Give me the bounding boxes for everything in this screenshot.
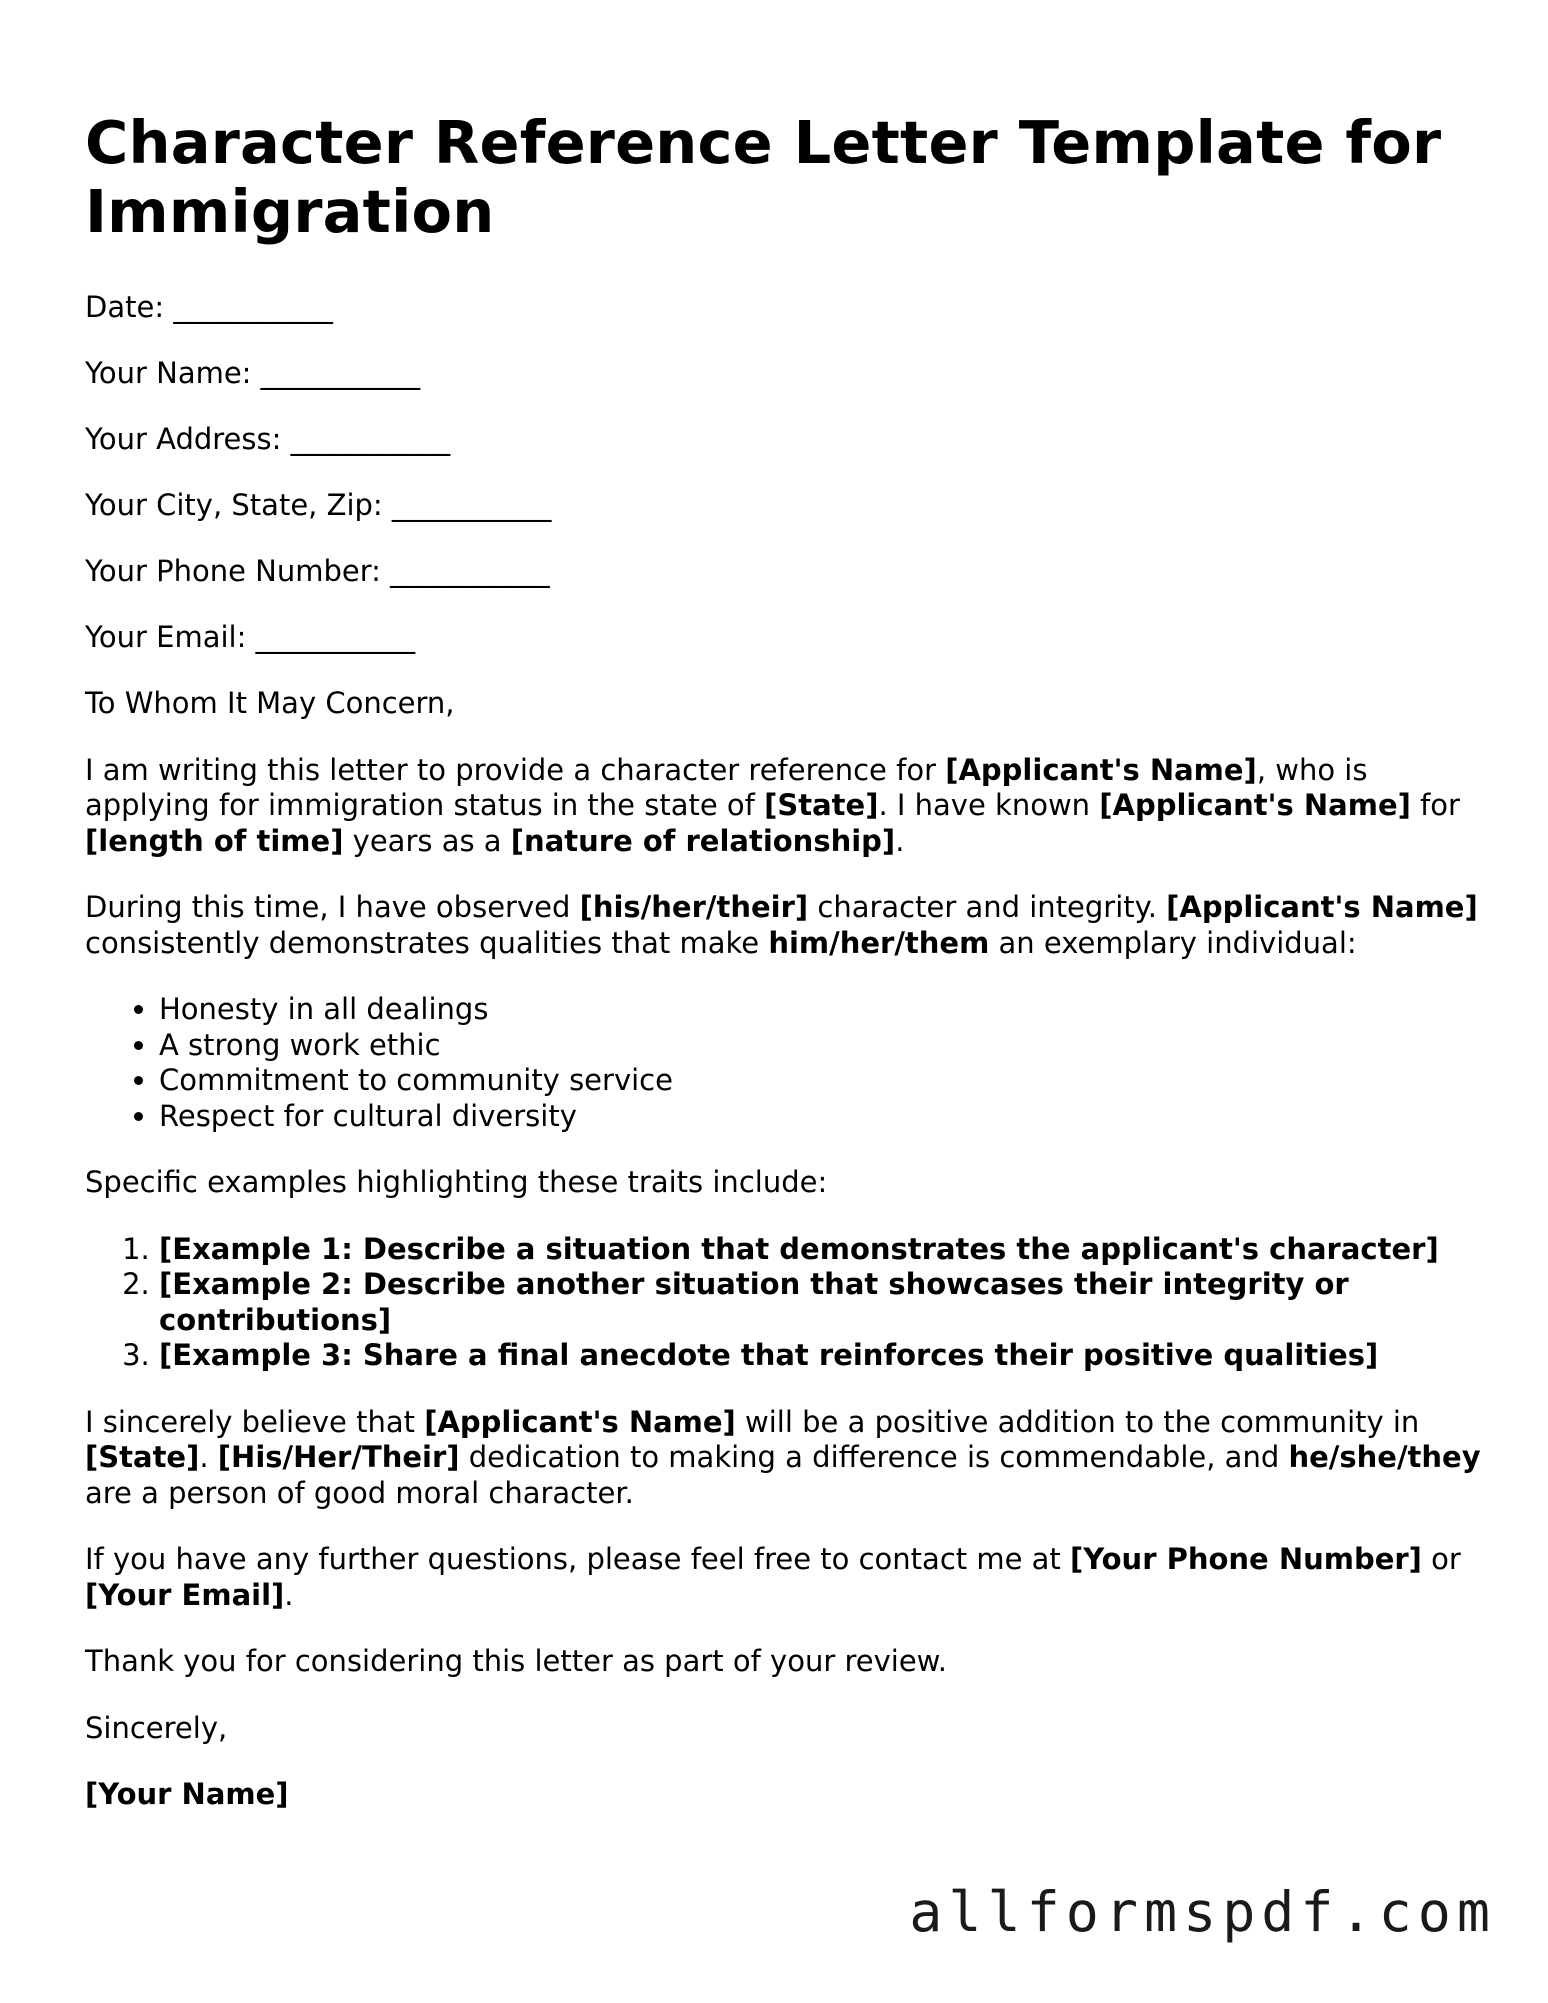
text-run: . <box>895 823 905 858</box>
text-run: . I have known <box>878 788 1100 822</box>
observation-paragraph <box>85 890 1485 961</box>
email-field <box>85 620 1485 655</box>
email-blank: ___________ <box>255 620 416 654</box>
text-run: an exemplary individual: <box>989 925 1357 960</box>
text-run: dedication to making a difference is commendable, and <box>459 1440 1289 1474</box>
text-run: are a person of good moral character. <box>85 1475 634 1510</box>
examples-list <box>85 1232 1485 1374</box>
list-item <box>159 1267 1485 1338</box>
text-run: I sincerely believe that <box>85 1404 425 1439</box>
phone-field <box>85 554 1485 589</box>
text-run: consistently demonstrates qualities that make <box>85 925 769 960</box>
date-field <box>85 290 1485 325</box>
applicant-name-placeholder: [Applicant's Name] <box>1166 890 1478 924</box>
watermark: allformspdf.com <box>909 1880 1496 1944</box>
pronoun-placeholder: [his/her/their] <box>579 890 809 924</box>
city-state-zip-label: Your City, State, Zip: <box>85 488 383 522</box>
phone-placeholder: [Your Phone Number] <box>1070 1542 1422 1576</box>
address-field <box>85 422 1485 457</box>
email-label: Your Email: <box>85 620 247 654</box>
email-placeholder: [Your Email] <box>85 1577 285 1612</box>
relationship-placeholder: [nature of relationship] <box>510 823 896 858</box>
text-run: . <box>199 1440 218 1474</box>
city-state-zip-field <box>85 488 1485 523</box>
pronoun-placeholder: [His/Her/Their] <box>217 1440 460 1474</box>
text-run: , who is applying for immigration status in the state of <box>85 752 1368 822</box>
example-placeholder: [Example 3: Share a final anecdote that reinforces their positive qualities] <box>159 1338 1379 1372</box>
phone-blank: ___________ <box>390 554 550 588</box>
list-item: • A strong work ethic <box>159 1028 1485 1064</box>
applicant-name-placeholder: [Applicant's Name] <box>1099 788 1411 822</box>
text-run: If you have any further questions, please feel free to contact me at <box>85 1542 1071 1576</box>
state-placeholder: [State] <box>85 1440 200 1474</box>
text-run: for <box>1410 788 1460 822</box>
signature <box>85 1777 1485 1813</box>
date-blank: ___________ <box>173 290 333 324</box>
name-blank: ___________ <box>260 356 421 390</box>
closing: Sincerely, <box>85 1710 228 1745</box>
example-placeholder: [Example 1: Describe a situation that demonstrates the applicant's character] <box>159 1231 1439 1266</box>
signature-name: [Your Name] <box>85 1777 289 1811</box>
thanks-paragraph: Thank you for considering this letter as part of your review. <box>85 1644 947 1678</box>
text-run: I am writing this letter to provide a character reference for <box>85 752 946 787</box>
name-field <box>85 356 1485 391</box>
applicant-name-placeholder: [Applicant's Name] <box>424 1404 736 1439</box>
page-title: Character Reference Letter Template for Immigration <box>85 108 1442 246</box>
list-item: • Commitment to community service <box>159 1063 1485 1099</box>
phone-label: Your Phone Number: <box>85 554 381 588</box>
text-run: . <box>284 1577 294 1612</box>
applicant-name-placeholder: [Applicant's Name] <box>945 752 1257 787</box>
qualities-list <box>85 992 1485 1134</box>
list-item: • Respect for cultural diversity <box>159 1099 1485 1135</box>
text-run: or <box>1421 1542 1461 1576</box>
belief-paragraph <box>85 1405 1485 1512</box>
example-placeholder: [Example 2: Describe another situation that showcases their integrity or contributions] <box>159 1267 1349 1337</box>
text-run: During this time, I have observed <box>85 890 580 924</box>
state-placeholder: [State] <box>764 788 879 822</box>
date-label: Date: <box>85 290 165 324</box>
list-item <box>159 1232 1485 1268</box>
address-blank: ___________ <box>290 422 451 456</box>
letter-document <box>85 108 1485 1844</box>
list-item: • Honesty in all dealings <box>159 992 1485 1028</box>
text-run: character and integrity. <box>808 890 1167 924</box>
city-state-zip-blank: ___________ <box>391 488 552 522</box>
pronoun-placeholder: him/her/them <box>768 925 990 960</box>
length-of-time-placeholder: [length of time] <box>85 823 344 858</box>
address-label: Your Address: <box>85 422 282 456</box>
list-item <box>159 1338 1485 1374</box>
salutation: To Whom It May Concern, <box>85 686 455 720</box>
text-run: years as a <box>343 823 511 858</box>
examples-intro: Specific examples highlighting these traits include: <box>85 1165 828 1199</box>
intro-paragraph <box>85 753 1485 860</box>
name-label: Your Name: <box>85 356 252 390</box>
text-run: will be a positive addition to the community in <box>735 1404 1420 1439</box>
pronoun-placeholder: he/she/they <box>1288 1440 1481 1474</box>
contact-paragraph <box>85 1542 1485 1613</box>
